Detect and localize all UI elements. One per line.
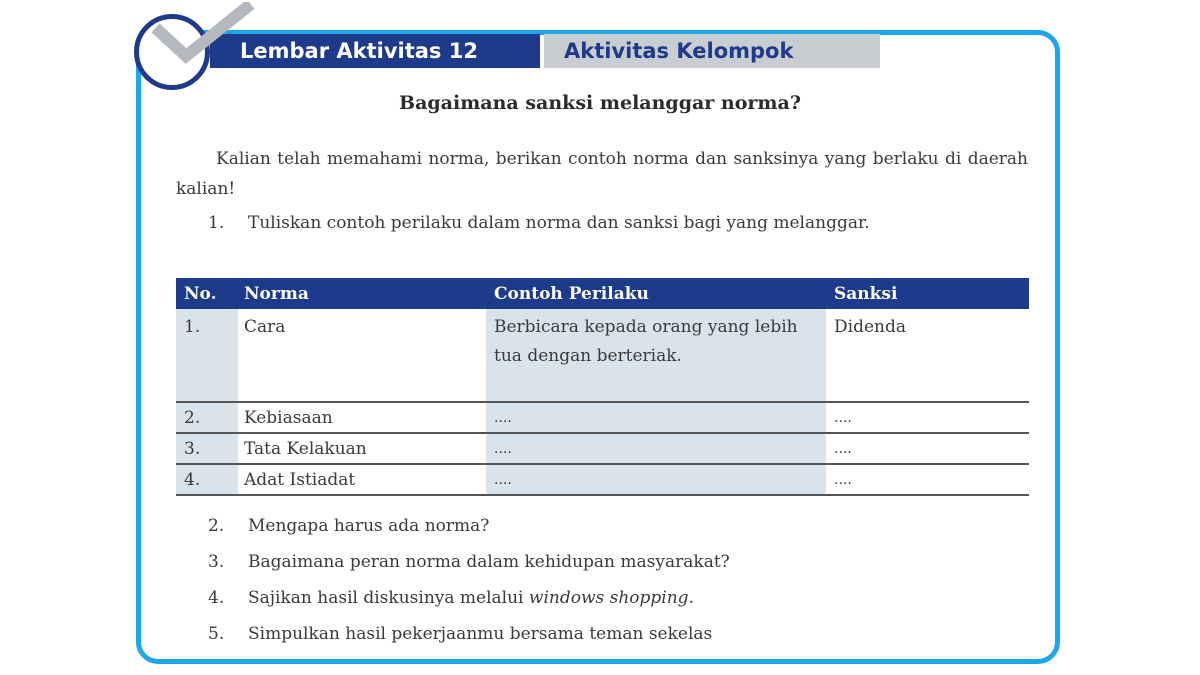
table-header (176, 278, 1029, 309)
question-text-start: Sajikan hasil diskusinya melalui (248, 588, 529, 608)
cell-no: 1. (176, 309, 238, 401)
activity-number-label: Lembar Aktivitas 12 (210, 34, 540, 68)
cell-sanksi: .... (826, 434, 1029, 463)
cell-norma: Kebiasaan (238, 403, 486, 432)
cell-no: 3. (176, 434, 238, 463)
question-text: Mengapa harus ada norma? (248, 516, 490, 536)
table-row (176, 434, 1029, 465)
question-text: Bagaimana peran norma dalam kehidupan masyarakat? (248, 552, 730, 572)
table-row (176, 309, 1029, 403)
cell-contoh: Berbicara kepada orang yang lebih tua dengan berteriak. (486, 309, 826, 401)
question-number: 5. (208, 624, 225, 644)
header-contoh: Contoh Perilaku (494, 284, 649, 304)
cell-sanksi: .... (826, 465, 1029, 494)
header-no: No. (184, 284, 217, 304)
question-text-italic: windows shopping (528, 588, 689, 608)
intro-paragraph: Kalian telah memahami norma, berikan contoh norma dan sanksinya yang berlaku di daerah kalian! (176, 149, 1028, 199)
question-number: 1. (208, 213, 225, 233)
cell-contoh: .... (486, 434, 826, 463)
cell-no: 4. (176, 465, 238, 494)
cell-contoh: .... (486, 403, 826, 432)
list-item (208, 510, 730, 546)
table-row (176, 465, 1029, 496)
question-text: Tuliskan contoh perilaku dalam norma dan sanksi bagi yang melanggar. (248, 213, 870, 233)
list-item (208, 582, 730, 618)
list-item (208, 618, 730, 654)
question-1 (208, 208, 1028, 238)
cell-norma: Adat Istiadat (238, 465, 486, 494)
question-number: 4. (208, 588, 225, 608)
question-list (208, 510, 730, 654)
activity-type-label: Aktivitas Kelompok (544, 34, 880, 68)
question-number: 3. (208, 552, 225, 572)
cell-sanksi: Didenda (826, 309, 1029, 401)
header-sanksi: Sanksi (834, 284, 898, 304)
cell-norma: Tata Kelakuan (238, 434, 486, 463)
cell-norma: Cara (238, 309, 486, 401)
question-text: Simpulkan hasil pekerjaanmu bersama teman sekelas (248, 624, 713, 644)
norma-table (176, 278, 1029, 496)
question-text-end: . (688, 588, 694, 608)
cell-contoh: .... (486, 465, 826, 494)
cell-no: 2. (176, 403, 238, 432)
question-number: 2. (208, 516, 225, 536)
list-item (208, 546, 730, 582)
question-text (248, 582, 694, 618)
page-title: Bagaimana sanksi melanggar norma? (399, 92, 801, 114)
table-row (176, 403, 1029, 434)
checkmark-icon (146, 2, 256, 72)
header-norma: Norma (244, 284, 309, 304)
cell-sanksi: .... (826, 403, 1029, 432)
